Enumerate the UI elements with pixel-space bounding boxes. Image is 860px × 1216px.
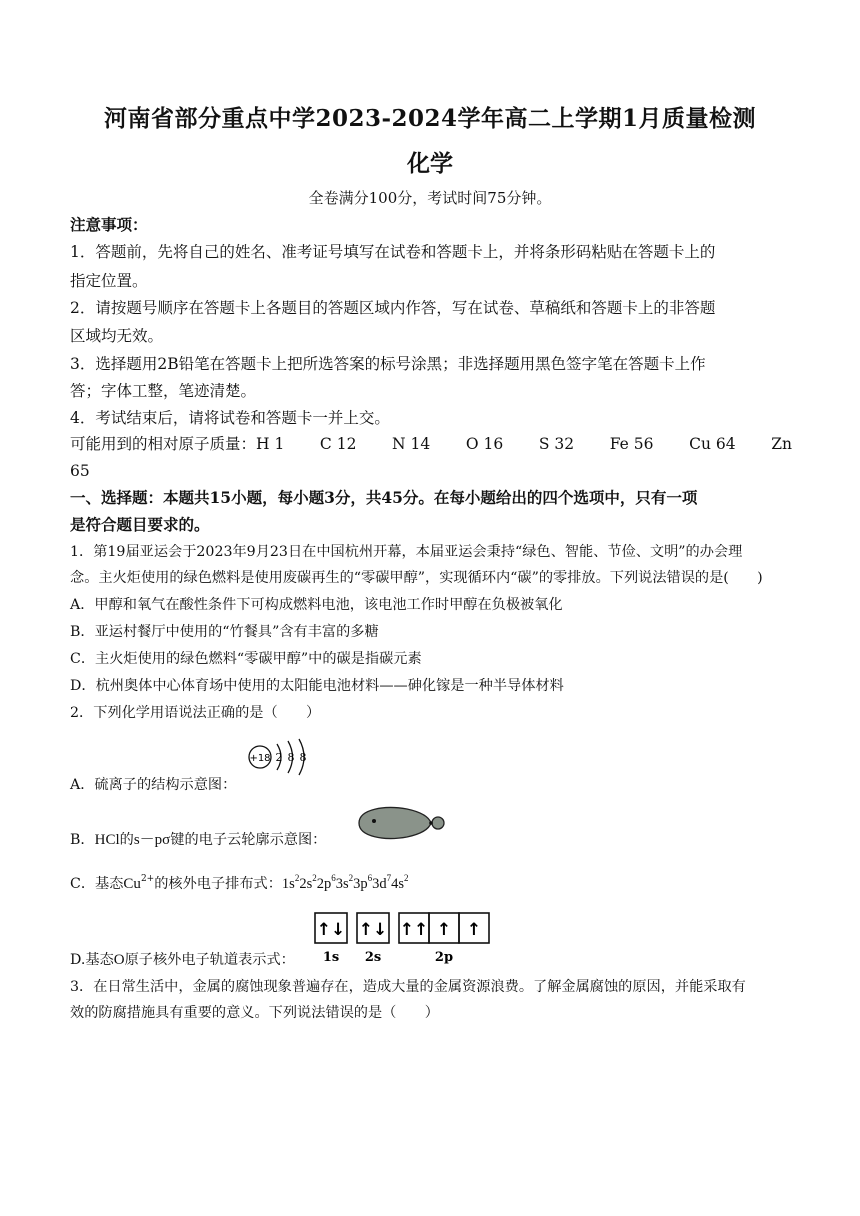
note-line: 2．请按题号顺序在答题卡上各题目的答题区域内作答，写在试卷、草稿纸和答题卡上的非答题 [70,299,716,317]
q1-stem: 念。主火炬使用的绿色燃料是使用废碳再生的“零碳甲醇”，实现循环内“碳”的零排放。下列说法错误的是( ) [70,570,763,586]
q1-option-c: C．主火炬使用的绿色燃料“零碳甲醇”中的碳是指碳元素 [70,651,422,667]
q2-option-b: B．HCl的s－pσ键的电子云轮廓示意图： [70,832,327,848]
atomic-masses-label: 可能用到的相对原子质量：H 1 [70,435,285,453]
sp-sigma: s－pσ [133,832,171,848]
q2-option-c: C．基态$Cu^{2+}$的核外电子排布式：$1s^22s^22p^63s^23p^63d^74s^2$ [70,873,409,892]
exam-subject: 化学 [407,150,453,177]
shell-electrons: 2 [275,751,283,764]
atomic-mass: 65 [70,462,90,480]
q1-option-a: A．甲醇和氧气在酸性条件下可构成燃料电池，该电池工作时甲醇在负极被氧化 [70,597,563,613]
electron-config: $1s^22s^22p^63s^23p^63d^74s^2$ [281,873,409,892]
note-line: 3．选择题用2B铅笔在答题卡上把所选答案的标号涂黑；非选择题用黑色签字笔在答题卡上作 [70,355,706,373]
hcl-formula: HCl [94,832,120,848]
atomic-mass: S 32 [538,435,575,453]
orbital-electrons: ↑ [436,920,452,940]
q2-stem: 2．下列化学用语说法正确的是（ ） [70,705,321,721]
notes-heading: 注意事项： [70,215,148,234]
q1-option-d: D．杭州奥体中心体育场中使用的太阳能电池材料——砷化镓是一种半导体材料 [70,678,564,694]
section-heading: 一、选择题：本题共15小题，每小题3分，共45分。在每小题给出的四个选项中，只有一项 [70,488,698,507]
exam-title: 河南省部分重点中学2023-2024学年高二上学期1月质量检测 [103,105,757,132]
q2-option-a: A．硫离子的结构示意图： [70,777,237,793]
atomic-mass: Cu 64 [689,435,736,453]
q3-stem: 3．在日常生活中，金属的腐蚀现象普遍存在，造成大量的金属资源浪费。了解金属腐蚀的原因，并能采取有 [70,979,746,995]
note-line: 1．答题前，先将自己的姓名、准考证号填写在试卷和答题卡上，并将条形码粘贴在答题卡上的 [70,243,716,261]
note-line: 区域均无效。 [70,327,164,345]
orbital-electrons: ↑↓ [358,920,388,940]
section-heading: 是符合题目要求的。 [70,515,210,534]
q1-stem: 1．第19届亚运会于2023年9月23日在中国杭州开幕，本届亚运会秉持“绿色、智能、节俭、文明”的办会理 [70,544,743,560]
atomic-mass: N 14 [392,435,431,453]
note-line: 4．考试结束后，请将试卷和答题卡一并上交。 [70,409,390,427]
orbital-label: 2p [434,950,454,965]
nucleus-charge: +18 [249,753,271,764]
orbital-electrons: ↑↑ [399,920,429,940]
orbital-electrons: ↑↓ [316,920,346,940]
orbital-label: 2s [364,950,382,965]
shell-electrons: 8 [299,751,307,764]
atomic-mass: O 16 [465,435,504,453]
atomic-mass: Fe 56 [609,435,654,453]
atomic-mass: Zn [771,435,792,453]
q1-option-b: B．亚运村餐厅中使用的“竹餐具”含有丰富的多糖 [70,624,379,640]
q3-stem: 效的防腐措施具有重要的意义。下列说法错误的是（ ） [70,1005,439,1021]
orbital-label: 1s [322,950,340,965]
shell-electrons: 8 [287,751,295,764]
q2-option-d: D.基态O原子核外电子轨道表示式： [70,952,295,968]
atomic-masses [70,434,792,454]
exam-meta: 全卷满分100分，考试时间75分钟。 [308,189,552,207]
note-line: 指定位置。 [70,272,148,290]
atomic-mass: C 12 [319,435,357,453]
note-line: 答；字体工整，笔迹清楚。 [70,382,257,400]
orbital-electrons: ↑ [466,920,482,940]
